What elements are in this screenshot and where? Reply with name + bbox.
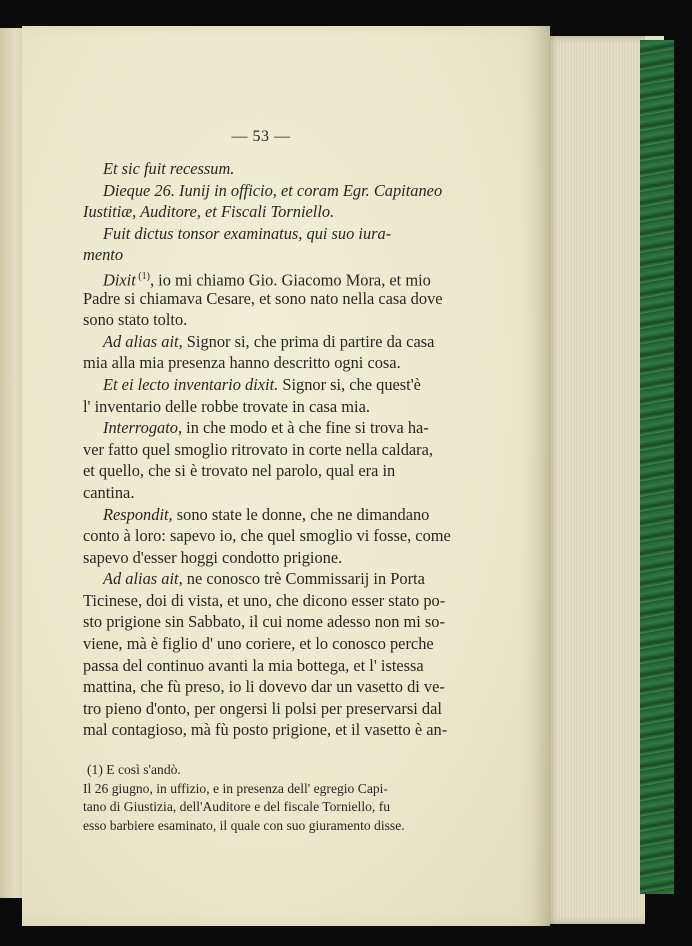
text-line bbox=[83, 547, 439, 569]
italic-lead: Et ei lecto inventario dixit. bbox=[103, 374, 279, 394]
italic-lead: Ad alias ait, bbox=[103, 569, 183, 589]
footnote-line: tano di Giustizia, dell'Auditore e del fiscale Torniello, fu bbox=[83, 799, 391, 815]
footnote-line: Il 26 giugno, in uffizio, e in presenza dell' egregio Capi- bbox=[83, 780, 388, 796]
line-text: Dieque 26. Iunij in officio, et coram Egr. Capitaneo bbox=[103, 180, 443, 200]
footnote-marker: (1) bbox=[135, 270, 150, 282]
text-line bbox=[83, 223, 439, 245]
text-line bbox=[83, 180, 443, 202]
line-text: l' inventario delle robbe trovate in casa mia. bbox=[83, 396, 370, 416]
text-line bbox=[83, 525, 451, 547]
page-text bbox=[83, 118, 451, 835]
line-text: passa del continuo avanti la mia bottega, et l' istessa bbox=[83, 655, 424, 675]
text-line bbox=[83, 331, 439, 353]
text-line bbox=[83, 655, 439, 677]
marbled-cover bbox=[640, 40, 674, 894]
line-text: Signor si, che prima di partire da casa bbox=[182, 331, 435, 351]
text-line bbox=[83, 460, 439, 482]
line-text: et quello, che si è trovato nel parolo, qual era in bbox=[83, 461, 396, 481]
footnote bbox=[83, 761, 439, 835]
text-line bbox=[83, 396, 439, 418]
line-text: viene, mà è figlio d' uno coriere, et lo conosco perche bbox=[83, 634, 434, 654]
text-line bbox=[83, 374, 439, 396]
line-text: mia alla mia presenza hanno descritto ogni cosa. bbox=[83, 353, 401, 373]
text-line bbox=[83, 309, 439, 331]
line-text: Iustitiæ, Auditore, et Fiscali Torniello. bbox=[83, 202, 335, 222]
facing-page-edge bbox=[0, 28, 24, 898]
line-text: tro pieno d'onto, per ongersi li polsi per preservarsi dal bbox=[83, 698, 442, 718]
text-line bbox=[83, 158, 439, 180]
body-text bbox=[83, 158, 451, 741]
line-text: mento bbox=[83, 245, 124, 265]
footnote-line: esso barbiere esaminato, il quale con suo giuramento disse. bbox=[83, 817, 405, 833]
line-text: in che modo et à che fine si trova ha- bbox=[182, 418, 429, 438]
text-line bbox=[83, 698, 442, 720]
line-text: sono state le donne, che ne dimandano bbox=[172, 504, 430, 524]
text-line bbox=[83, 439, 439, 461]
text-line bbox=[83, 266, 439, 288]
text-line bbox=[83, 482, 439, 504]
text-line bbox=[83, 244, 439, 266]
text-line bbox=[83, 417, 439, 439]
italic-lead: Interrogato, bbox=[103, 418, 183, 438]
text-line bbox=[83, 568, 439, 590]
text-line bbox=[83, 504, 439, 526]
text-line bbox=[83, 288, 443, 310]
text-line bbox=[83, 611, 445, 633]
page-block-edge bbox=[545, 36, 645, 924]
text-line bbox=[83, 201, 439, 223]
footnote-line: (1) E così s'andò. bbox=[87, 762, 181, 778]
page-number: — 53 — bbox=[231, 128, 291, 145]
line-text: ver fatto quel smoglio ritrovato in corte nella caldara, bbox=[83, 439, 433, 459]
line-text: Fuit dictus tonsor examinatus, qui suo iura- bbox=[103, 223, 392, 243]
line-text: , io mi chiamo Gio. Giacomo Mora, et mio bbox=[149, 270, 431, 290]
text-line bbox=[83, 352, 439, 374]
line-text: mal contagioso, mà fù posto prigione, et il vasetto è an- bbox=[83, 720, 448, 740]
line-text: Padre si chiamava Cesare, et sono nato nella casa dove bbox=[83, 288, 443, 308]
line-text: sapevo d'esser hoggi condotto prigione. bbox=[83, 547, 343, 567]
italic-lead: Dixit bbox=[103, 270, 136, 290]
line-text: sono stato tolto. bbox=[83, 310, 188, 330]
text-line bbox=[83, 633, 439, 655]
line-text: cantina. bbox=[83, 482, 135, 502]
text-line bbox=[83, 590, 446, 612]
line-text: ne conosco trè Commissarij in Porta bbox=[182, 569, 425, 589]
line-text: Signor si, che quest'è bbox=[278, 374, 421, 394]
line-text: mattina, che fù preso, io li dovevo dar un vasetto di ve- bbox=[83, 677, 445, 697]
line-text: Ticinese, doi di vista, et uno, che dicono esser stato po- bbox=[83, 590, 446, 610]
line-text: conto à loro: sapevo io, che quel smoglio vi fosse, come bbox=[83, 526, 451, 546]
line-text: sto prigione sin Sabbato, il cui nome adesso non mi so- bbox=[83, 612, 445, 632]
text-line bbox=[83, 676, 445, 698]
text-line bbox=[83, 719, 448, 741]
italic-lead: Ad alias ait, bbox=[103, 331, 183, 351]
italic-lead: Respondit, bbox=[103, 504, 173, 524]
line-text: Et sic fuit recessum. bbox=[103, 159, 235, 178]
